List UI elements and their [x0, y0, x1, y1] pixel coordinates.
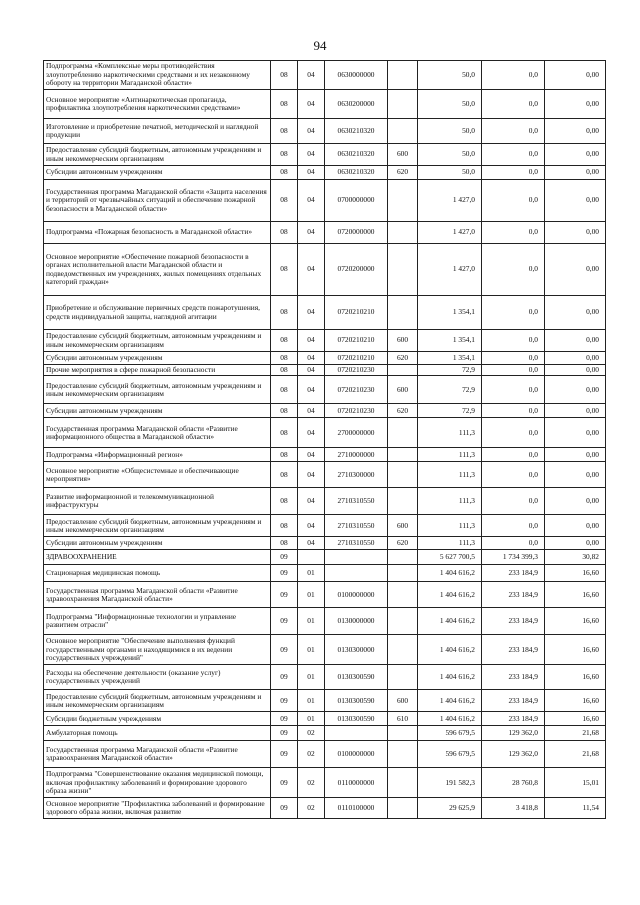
target-article-cell [325, 565, 388, 582]
expense-type-cell [388, 244, 418, 296]
subsection-code-cell: 02 [298, 798, 325, 819]
subsection-code-cell: 04 [298, 365, 325, 376]
section-code-cell: 08 [271, 488, 298, 515]
percent-cell: 11,54 [545, 798, 606, 819]
expense-type-cell [388, 61, 418, 90]
table-row [44, 608, 606, 635]
percent-cell: 0,00 [545, 352, 606, 365]
subsection-code-cell: 04 [298, 462, 325, 488]
subsection-code-cell: 04 [298, 144, 325, 166]
percent-cell: 0,00 [545, 90, 606, 119]
executed-amount-cell: 0,0 [482, 61, 545, 90]
table-row [44, 741, 606, 768]
target-article-cell: 0130300590 [325, 712, 388, 726]
subsection-code-cell: 01 [298, 712, 325, 726]
table-row [44, 537, 606, 550]
executed-amount-cell: 0,0 [482, 515, 545, 537]
row-name-cell: Основное мероприятие «Общесистемные и обеспечивающие мероприятия» [44, 462, 271, 488]
target-article-cell: 2710000000 [325, 448, 388, 462]
percent-cell: 0,00 [545, 166, 606, 180]
target-article-cell: 0110100000 [325, 798, 388, 819]
planned-amount-cell: 596 679,5 [418, 726, 482, 741]
row-name-cell: Подпрограмма "Совершенствование оказания медицинской помощи, включая профилактику заболеваний и формирование здорового образа жизни" [44, 768, 271, 798]
planned-amount-cell: 50,0 [418, 166, 482, 180]
section-code-cell: 08 [271, 90, 298, 119]
section-code-cell: 09 [271, 565, 298, 582]
subsection-code-cell: 01 [298, 635, 325, 665]
row-name-cell: Государственная программа Магаданской области «Развитие информационного общества в Магаданской области» [44, 418, 271, 448]
executed-amount-cell: 0,0 [482, 330, 545, 352]
row-name-cell: Развитие информационной и телекоммуникационной инфраструктуры [44, 488, 271, 515]
row-name-cell: Субсидии автономным учреждениям [44, 352, 271, 365]
row-name-cell: Подпрограмма «Комплексные меры противодействия злоупотреблению наркотическими средствами и их незаконному обороту на территории Магаданской области» [44, 61, 271, 90]
table-row [44, 768, 606, 798]
percent-cell: 0,00 [545, 119, 606, 144]
table-row [44, 565, 606, 582]
section-code-cell: 08 [271, 462, 298, 488]
expense-type-cell [388, 365, 418, 376]
executed-amount-cell: 0,0 [482, 296, 545, 330]
row-name-cell: Основное мероприятие «Антинаркотическая пропаганда, профилактика злоупотребления наркотическими средствами» [44, 90, 271, 119]
target-article-cell: 0630210320 [325, 119, 388, 144]
target-article-cell: 0720210210 [325, 296, 388, 330]
planned-amount-cell: 1 404 616,2 [418, 565, 482, 582]
table-row [44, 635, 606, 665]
expense-type-cell [388, 462, 418, 488]
table-row [44, 61, 606, 90]
table-row [44, 665, 606, 690]
planned-amount-cell: 191 582,3 [418, 768, 482, 798]
percent-cell: 0,00 [545, 537, 606, 550]
row-name-cell: Основное мероприятие «Обеспечение пожарной безопасности в органах исполнительной власти Магаданской области и подведомственных им учреждениях, жилых помещениях отдельных категорий граждан» [44, 244, 271, 296]
percent-cell: 0,00 [545, 404, 606, 418]
executed-amount-cell: 233 184,9 [482, 665, 545, 690]
section-code-cell: 08 [271, 180, 298, 222]
expense-type-cell: 600 [388, 515, 418, 537]
target-article-cell: 0100000000 [325, 741, 388, 768]
expense-type-cell [388, 565, 418, 582]
planned-amount-cell: 1 427,0 [418, 222, 482, 244]
section-code-cell: 08 [271, 515, 298, 537]
planned-amount-cell: 1 404 616,2 [418, 582, 482, 608]
executed-amount-cell: 0,0 [482, 222, 545, 244]
executed-amount-cell: 129 362,0 [482, 741, 545, 768]
section-code-cell: 09 [271, 741, 298, 768]
subsection-code-cell: 04 [298, 90, 325, 119]
expense-type-cell: 610 [388, 712, 418, 726]
expense-type-cell [388, 582, 418, 608]
percent-cell: 0,00 [545, 222, 606, 244]
table-row [44, 712, 606, 726]
target-article-cell: 0100000000 [325, 582, 388, 608]
planned-amount-cell: 1 404 616,2 [418, 712, 482, 726]
row-name-cell: Предоставление субсидий бюджетным, автономным учреждениям и иным некоммерческим организациям [44, 330, 271, 352]
planned-amount-cell: 50,0 [418, 119, 482, 144]
row-name-cell: Прочие мероприятия в сфере пожарной безопасности [44, 365, 271, 376]
table-row [44, 330, 606, 352]
target-article-cell: 0130300000 [325, 635, 388, 665]
percent-cell: 0,00 [545, 515, 606, 537]
subsection-code-cell: 02 [298, 741, 325, 768]
planned-amount-cell: 1 427,0 [418, 180, 482, 222]
planned-amount-cell: 111,3 [418, 488, 482, 515]
section-code-cell: 08 [271, 448, 298, 462]
planned-amount-cell: 1 404 616,2 [418, 690, 482, 712]
executed-amount-cell: 0,0 [482, 144, 545, 166]
executed-amount-cell: 233 184,9 [482, 690, 545, 712]
table-row [44, 376, 606, 404]
table-row [44, 296, 606, 330]
target-article-cell: 2710300000 [325, 462, 388, 488]
executed-amount-cell: 0,0 [482, 448, 545, 462]
percent-cell: 0,00 [545, 376, 606, 404]
row-name-cell: Подпрограмма «Пожарная безопасность в Магаданской области» [44, 222, 271, 244]
executed-amount-cell: 233 184,9 [482, 565, 545, 582]
section-code-cell: 09 [271, 768, 298, 798]
executed-amount-cell: 28 760,8 [482, 768, 545, 798]
section-code-cell: 09 [271, 712, 298, 726]
subsection-code-cell: 02 [298, 768, 325, 798]
expense-type-cell [388, 119, 418, 144]
percent-cell: 21,68 [545, 741, 606, 768]
table-row [44, 404, 606, 418]
table-body [44, 61, 606, 819]
section-code-cell: 08 [271, 376, 298, 404]
percent-cell: 16,60 [545, 635, 606, 665]
subsection-code-cell: 01 [298, 690, 325, 712]
percent-cell: 16,60 [545, 608, 606, 635]
table-row [44, 726, 606, 741]
planned-amount-cell: 111,3 [418, 418, 482, 448]
row-name-cell: Государственная программа Магаданской области «Развитие здравоохранения Магаданской области» [44, 582, 271, 608]
percent-cell: 0,00 [545, 296, 606, 330]
expense-type-cell [388, 550, 418, 565]
executed-amount-cell: 0,0 [482, 244, 545, 296]
row-name-cell: Подпрограмма "Информационные технологии и управление развитием отрасли" [44, 608, 271, 635]
planned-amount-cell: 72,9 [418, 376, 482, 404]
target-article-cell: 0630210320 [325, 144, 388, 166]
percent-cell: 0,00 [545, 488, 606, 515]
section-code-cell: 08 [271, 418, 298, 448]
planned-amount-cell: 111,3 [418, 515, 482, 537]
section-code-cell: 09 [271, 798, 298, 819]
percent-cell: 0,00 [545, 61, 606, 90]
section-code-cell: 08 [271, 166, 298, 180]
executed-amount-cell: 0,0 [482, 90, 545, 119]
expense-type-cell: 600 [388, 376, 418, 404]
section-code-cell: 08 [271, 61, 298, 90]
row-name-cell: Предоставление субсидий бюджетным, автономным учреждениям и иным некоммерческим организациям [44, 144, 271, 166]
percent-cell: 0,00 [545, 448, 606, 462]
target-article-cell: 0110000000 [325, 768, 388, 798]
row-name-cell: Основное мероприятие "Профилактика заболеваний и формирование здорового образа жизни, включая развитие [44, 798, 271, 819]
percent-cell: 16,60 [545, 712, 606, 726]
table-row [44, 365, 606, 376]
expense-type-cell [388, 418, 418, 448]
planned-amount-cell: 111,3 [418, 537, 482, 550]
executed-amount-cell: 0,0 [482, 404, 545, 418]
percent-cell: 21,68 [545, 726, 606, 741]
subsection-code-cell: 04 [298, 352, 325, 365]
expense-type-cell: 620 [388, 166, 418, 180]
table-row [44, 462, 606, 488]
section-code-cell: 09 [271, 635, 298, 665]
budget-table [43, 60, 606, 819]
row-name-cell: Субсидии автономным учреждениям [44, 166, 271, 180]
executed-amount-cell: 0,0 [482, 166, 545, 180]
table-row [44, 119, 606, 144]
expense-type-cell [388, 296, 418, 330]
expense-type-cell [388, 768, 418, 798]
section-code-cell: 09 [271, 690, 298, 712]
section-code-cell: 09 [271, 582, 298, 608]
subsection-code-cell: 01 [298, 665, 325, 690]
executed-amount-cell: 0,0 [482, 376, 545, 404]
expense-type-cell: 620 [388, 537, 418, 550]
percent-cell: 0,00 [545, 418, 606, 448]
row-name-cell: Подпрограмма «Информационный регион» [44, 448, 271, 462]
expense-type-cell: 620 [388, 352, 418, 365]
subsection-code-cell: 04 [298, 537, 325, 550]
percent-cell: 16,60 [545, 665, 606, 690]
executed-amount-cell: 129 362,0 [482, 726, 545, 741]
executed-amount-cell: 233 184,9 [482, 582, 545, 608]
expense-type-cell [388, 222, 418, 244]
row-name-cell: Предоставление субсидий бюджетным, автономным учреждениям и иным некоммерческим организациям [44, 515, 271, 537]
percent-cell: 30,82 [545, 550, 606, 565]
expense-type-cell [388, 726, 418, 741]
percent-cell: 16,60 [545, 690, 606, 712]
row-name-cell: Субсидии бюджетным учреждениям [44, 712, 271, 726]
row-name-cell: Предоставление субсидий бюджетным, автономным учреждениям и иным некоммерческим организациям [44, 690, 271, 712]
target-article-cell [325, 726, 388, 741]
executed-amount-cell: 0,0 [482, 180, 545, 222]
executed-amount-cell: 1 734 399,3 [482, 550, 545, 565]
section-code-cell: 08 [271, 244, 298, 296]
executed-amount-cell: 0,0 [482, 119, 545, 144]
row-name-cell: Изготовление и приобретение печатной, методической и наглядной продукции [44, 119, 271, 144]
section-code-cell: 09 [271, 726, 298, 741]
subsection-code-cell: 04 [298, 488, 325, 515]
planned-amount-cell: 50,0 [418, 90, 482, 119]
target-article-cell: 2710310550 [325, 515, 388, 537]
expense-type-cell: 620 [388, 404, 418, 418]
row-name-cell: Амбулаторная помощь [44, 726, 271, 741]
row-name-cell: Предоставление субсидий бюджетным, автономным учреждениям и иным некоммерческим организациям [44, 376, 271, 404]
executed-amount-cell: 3 418,8 [482, 798, 545, 819]
target-article-cell: 0630210320 [325, 166, 388, 180]
percent-cell: 0,00 [545, 462, 606, 488]
table-row [44, 798, 606, 819]
table-row [44, 90, 606, 119]
subsection-code-cell: 02 [298, 726, 325, 741]
target-article-cell: 0720210210 [325, 330, 388, 352]
section-code-cell: 08 [271, 119, 298, 144]
expense-type-cell [388, 180, 418, 222]
subsection-code-cell: 01 [298, 565, 325, 582]
executed-amount-cell: 233 184,9 [482, 608, 545, 635]
planned-amount-cell: 5 627 700,5 [418, 550, 482, 565]
planned-amount-cell: 50,0 [418, 61, 482, 90]
executed-amount-cell: 233 184,9 [482, 635, 545, 665]
row-name-cell: Основное мероприятие "Обеспечение выполнения функций государственными органами и находящимися в их ведении государственных учреждений" [44, 635, 271, 665]
executed-amount-cell: 0,0 [482, 352, 545, 365]
executed-amount-cell: 0,0 [482, 418, 545, 448]
subsection-code-cell: 04 [298, 166, 325, 180]
executed-amount-cell: 233 184,9 [482, 712, 545, 726]
target-article-cell: 2710310550 [325, 537, 388, 550]
target-article-cell: 0720200000 [325, 244, 388, 296]
percent-cell: 0,00 [545, 365, 606, 376]
target-article-cell: 2700000000 [325, 418, 388, 448]
target-article-cell: 0720000000 [325, 222, 388, 244]
executed-amount-cell: 0,0 [482, 365, 545, 376]
planned-amount-cell: 1 404 616,2 [418, 608, 482, 635]
percent-cell: 0,00 [545, 244, 606, 296]
row-name-cell: Субсидии автономным учреждениям [44, 537, 271, 550]
table-row [44, 690, 606, 712]
target-article-cell: 0130300590 [325, 665, 388, 690]
expense-type-cell: 600 [388, 690, 418, 712]
expense-type-cell [388, 741, 418, 768]
subsection-code-cell: 01 [298, 582, 325, 608]
subsection-code-cell: 04 [298, 376, 325, 404]
subsection-code-cell: 04 [298, 448, 325, 462]
planned-amount-cell: 596 679,5 [418, 741, 482, 768]
subsection-code-cell [298, 550, 325, 565]
subsection-code-cell: 04 [298, 418, 325, 448]
planned-amount-cell: 1 404 616,2 [418, 665, 482, 690]
row-name-cell: Государственная программа Магаданской области «Развитие здравоохранения Магаданской области» [44, 741, 271, 768]
section-code-cell: 08 [271, 144, 298, 166]
section-code-cell: 08 [271, 365, 298, 376]
table-row [44, 144, 606, 166]
section-code-cell: 09 [271, 550, 298, 565]
percent-cell: 0,00 [545, 330, 606, 352]
row-name-cell: ЗДРАВООХРАНЕНИЕ [44, 550, 271, 565]
table-row [44, 418, 606, 448]
row-name-cell: Государственная программа Магаданской области «Защита населения и территорий от чрезвычайных ситуаций и обеспечение пожарной безопасности в Магаданской области» [44, 180, 271, 222]
target-article-cell: 0720210210 [325, 352, 388, 365]
subsection-code-cell: 04 [298, 296, 325, 330]
planned-amount-cell: 1 427,0 [418, 244, 482, 296]
subsection-code-cell: 04 [298, 180, 325, 222]
target-article-cell: 0720210230 [325, 365, 388, 376]
subsection-code-cell: 04 [298, 61, 325, 90]
planned-amount-cell: 72,9 [418, 404, 482, 418]
expense-type-cell: 600 [388, 144, 418, 166]
executed-amount-cell: 0,0 [482, 462, 545, 488]
section-code-cell: 08 [271, 404, 298, 418]
executed-amount-cell: 0,0 [482, 488, 545, 515]
target-article-cell: 0130000000 [325, 608, 388, 635]
subsection-code-cell: 04 [298, 119, 325, 144]
target-article-cell: 0720210230 [325, 376, 388, 404]
target-article-cell: 0130300590 [325, 690, 388, 712]
expense-type-cell [388, 798, 418, 819]
expense-type-cell [388, 608, 418, 635]
section-code-cell: 09 [271, 665, 298, 690]
subsection-code-cell: 04 [298, 222, 325, 244]
table-row [44, 488, 606, 515]
section-code-cell: 08 [271, 330, 298, 352]
planned-amount-cell: 50,0 [418, 144, 482, 166]
percent-cell: 0,00 [545, 144, 606, 166]
expense-type-cell: 600 [388, 330, 418, 352]
planned-amount-cell: 111,3 [418, 448, 482, 462]
expense-type-cell [388, 90, 418, 119]
target-article-cell: 0720210230 [325, 404, 388, 418]
percent-cell: 15,01 [545, 768, 606, 798]
expense-type-cell [388, 635, 418, 665]
percent-cell: 16,60 [545, 582, 606, 608]
table-row [44, 550, 606, 565]
target-article-cell: 2710310550 [325, 488, 388, 515]
table-row [44, 352, 606, 365]
section-code-cell: 08 [271, 296, 298, 330]
table-row [44, 166, 606, 180]
expense-type-cell [388, 448, 418, 462]
table-row [44, 180, 606, 222]
planned-amount-cell: 1 404 616,2 [418, 635, 482, 665]
target-article-cell [325, 550, 388, 565]
row-name-cell: Приобретение и обслуживание первичных средств пожаротушения, средств индивидуальной защиты, наглядной агитации [44, 296, 271, 330]
planned-amount-cell: 29 625,9 [418, 798, 482, 819]
planned-amount-cell: 1 354,1 [418, 330, 482, 352]
expense-type-cell [388, 488, 418, 515]
target-article-cell: 0700000000 [325, 180, 388, 222]
row-name-cell: Субсидии автономным учреждениям [44, 404, 271, 418]
page-number: 94 [313, 38, 327, 53]
subsection-code-cell: 01 [298, 608, 325, 635]
section-code-cell: 09 [271, 608, 298, 635]
expense-type-cell [388, 665, 418, 690]
planned-amount-cell: 111,3 [418, 462, 482, 488]
section-code-cell: 08 [271, 222, 298, 244]
planned-amount-cell: 1 354,1 [418, 296, 482, 330]
row-name-cell: Стационарная медицинская помощь [44, 565, 271, 582]
planned-amount-cell: 1 354,1 [418, 352, 482, 365]
section-code-cell: 08 [271, 352, 298, 365]
target-article-cell: 0630000000 [325, 61, 388, 90]
percent-cell: 0,00 [545, 180, 606, 222]
row-name-cell: Расходы на обеспечение деятельности (оказание услуг) государственных учреждений [44, 665, 271, 690]
table-row [44, 582, 606, 608]
planned-amount-cell: 72,9 [418, 365, 482, 376]
table-row [44, 448, 606, 462]
percent-cell: 16,60 [545, 565, 606, 582]
subsection-code-cell: 04 [298, 404, 325, 418]
subsection-code-cell: 04 [298, 330, 325, 352]
table-row [44, 244, 606, 296]
target-article-cell: 0630200000 [325, 90, 388, 119]
executed-amount-cell: 0,0 [482, 537, 545, 550]
table-row [44, 222, 606, 244]
subsection-code-cell: 04 [298, 244, 325, 296]
table-row [44, 515, 606, 537]
subsection-code-cell: 04 [298, 515, 325, 537]
section-code-cell: 08 [271, 537, 298, 550]
